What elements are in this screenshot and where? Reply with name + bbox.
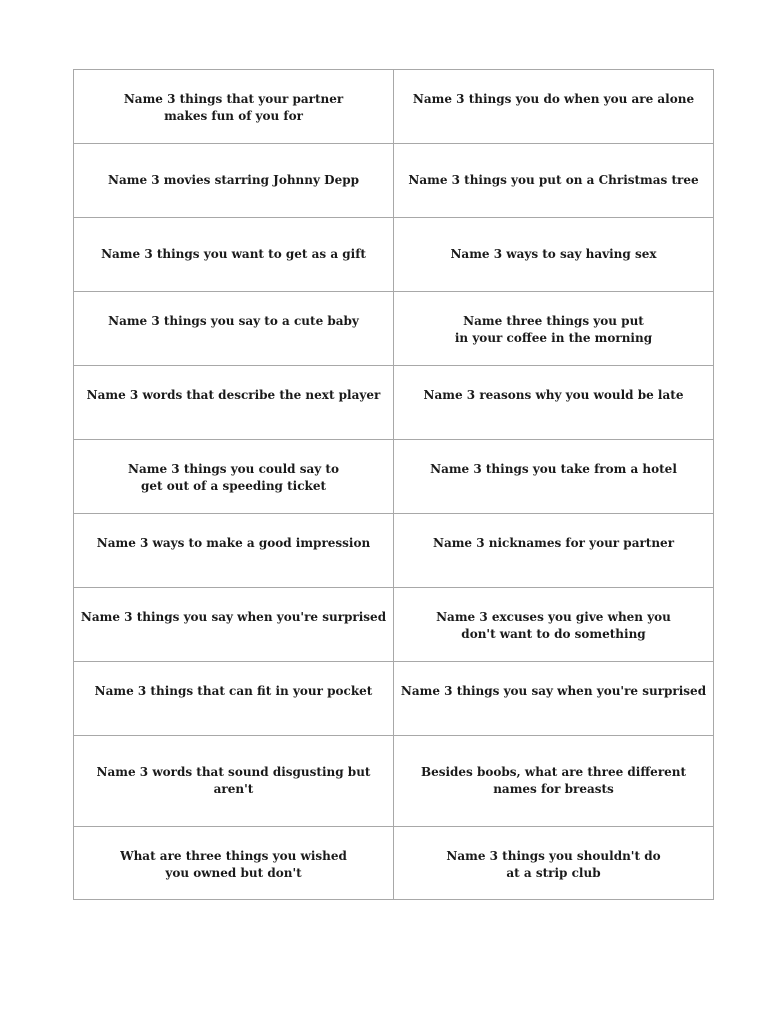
card-text: Besides boobs, what are three different names for breasts bbox=[420, 765, 687, 796]
card-text: Name 3 words that sound disgusting but aren't bbox=[96, 765, 371, 796]
card-text: Name 3 things that can fit in your pocket bbox=[94, 684, 373, 698]
card-cell bbox=[74, 440, 394, 514]
card-cell bbox=[394, 292, 714, 366]
card-text: Name 3 ways to make a good impression bbox=[96, 536, 371, 550]
card-cell bbox=[394, 366, 714, 440]
card-text: Name 3 excuses you give when you don't want to do something bbox=[436, 610, 671, 641]
card-cell bbox=[74, 588, 394, 662]
card-cell bbox=[74, 218, 394, 292]
card-text: Name 3 things you say when you're surprised bbox=[80, 610, 387, 624]
card-text: Name 3 words that describe the next player bbox=[86, 388, 381, 402]
card-row bbox=[74, 292, 714, 366]
card-text: What are three things you wished you owned but don't bbox=[120, 849, 347, 880]
card-cell bbox=[74, 827, 394, 900]
card-text: Name 3 ways to say having sex bbox=[450, 247, 657, 261]
card-row bbox=[74, 144, 714, 218]
card-cell bbox=[394, 70, 714, 144]
card-cell bbox=[74, 736, 394, 827]
card-row bbox=[74, 440, 714, 514]
card-cell bbox=[394, 588, 714, 662]
card-cell bbox=[74, 366, 394, 440]
card-cell bbox=[74, 292, 394, 366]
card-text: Name 3 things you do when you are alone bbox=[412, 92, 695, 106]
card-text: Name 3 nicknames for your partner bbox=[432, 536, 675, 550]
card-cell bbox=[394, 440, 714, 514]
card-text: Name 3 things you take from a hotel bbox=[430, 462, 677, 476]
card-row bbox=[74, 588, 714, 662]
card-row bbox=[74, 736, 714, 827]
card-cell bbox=[394, 736, 714, 827]
card-text: Name 3 things that your partner makes fun of you for bbox=[123, 92, 344, 123]
card-cell bbox=[394, 662, 714, 736]
card-text: Name 3 things you shouldn't do at a strip club bbox=[446, 849, 661, 880]
card-cell bbox=[74, 514, 394, 588]
card-row bbox=[74, 70, 714, 144]
card-cell bbox=[394, 144, 714, 218]
cards-grid bbox=[73, 69, 714, 900]
card-text: Name 3 things you put on a Christmas tree bbox=[408, 173, 699, 187]
card-row bbox=[74, 827, 714, 900]
card-cell bbox=[74, 662, 394, 736]
card-cell bbox=[74, 70, 394, 144]
card-text: Name 3 movies starring Johnny Depp bbox=[108, 173, 359, 187]
card-cell bbox=[74, 144, 394, 218]
card-row bbox=[74, 366, 714, 440]
card-row bbox=[74, 662, 714, 736]
card-cell bbox=[394, 827, 714, 900]
card-row bbox=[74, 218, 714, 292]
card-text: Name 3 things you say to a cute baby bbox=[108, 314, 359, 328]
card-text: Name 3 reasons why you would be late bbox=[423, 388, 684, 402]
card-cell bbox=[394, 218, 714, 292]
card-text: Name 3 things you say when you're surprised bbox=[400, 684, 707, 698]
card-row bbox=[74, 514, 714, 588]
card-cell bbox=[394, 514, 714, 588]
card-text: Name three things you put in your coffee in the morning bbox=[454, 314, 653, 345]
card-text: Name 3 things you could say to get out of a speeding ticket bbox=[128, 462, 339, 493]
card-text: Name 3 things you want to get as a gift bbox=[101, 247, 366, 261]
